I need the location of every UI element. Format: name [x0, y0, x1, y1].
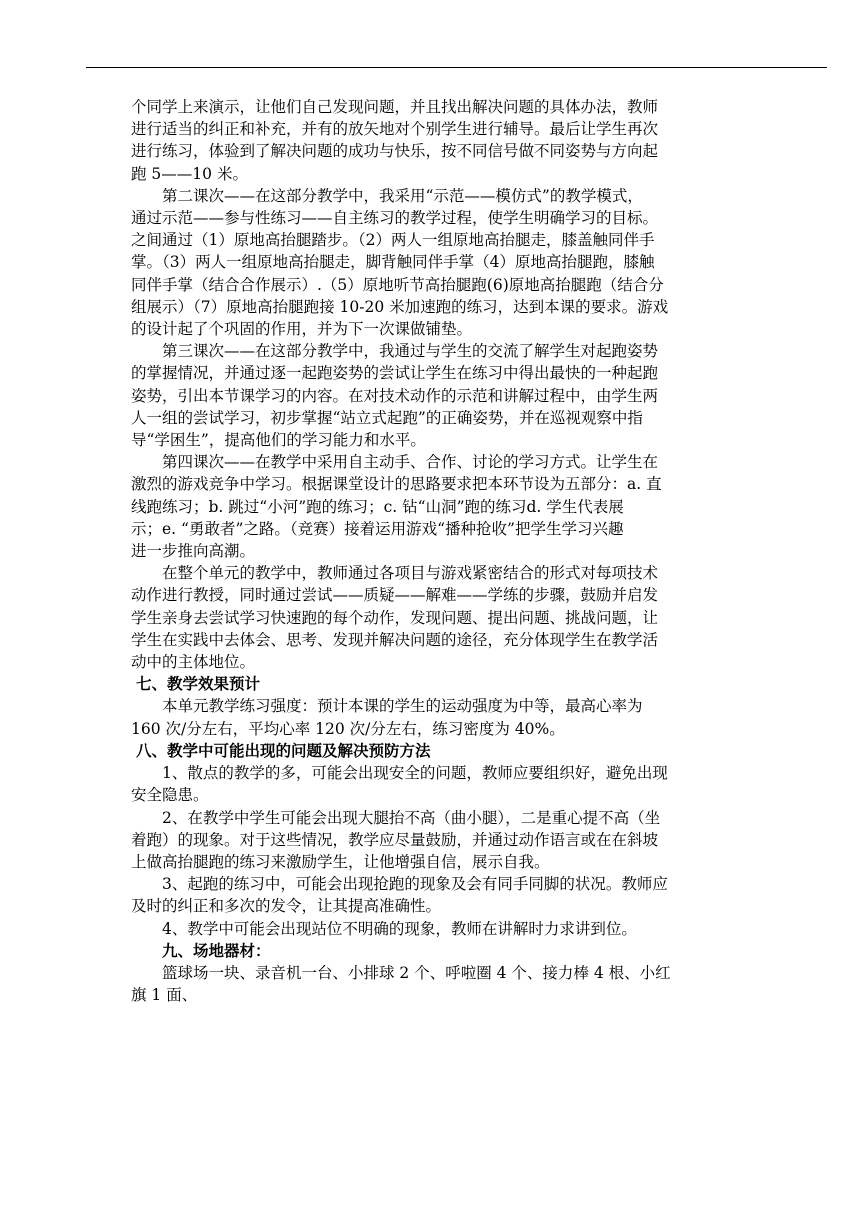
section-heading: 九、场地器材： [162, 941, 271, 960]
text-line: 激烈的游戏竞争中学习。根据课堂设计的思路要求把本环节设为五部分：a. 直 [131, 475, 662, 494]
text-line: 学生在实践中去体会、思考、发现并解决问题的途径，充分体现学生在教学活 [131, 630, 659, 649]
text-line: 着跑）的现象。对于这些情况，教学应尽量鼓励，并通过动作语言或在在斜坡 [131, 830, 659, 849]
text-line: 2、在教学中学生可能会出现大腿抬不高（曲小腿），二是重心提不高（坐 [162, 808, 661, 827]
text-line: 进一步推向高潮。 [131, 542, 256, 561]
text-line: 通过示范——参与性练习——自主练习的教学过程，使学生明确学习的目标。 [131, 209, 659, 228]
section-heading: 八、教学中可能出现的问题及解决预防方法 [136, 741, 431, 760]
text-line: 4、教学中可能会出现站位不明确的现象，教师在讲解时力求讲到位。 [162, 919, 637, 938]
text-line: 个同学上来演示，让他们自己发现问题，并且找出解决问题的具体办法，教师 [131, 98, 659, 116]
text-line: 1、散点的教学的多，可能会出现安全的问题，教师应要组织好，避免出现 [162, 764, 668, 783]
text-line: 动中的主体地位。 [131, 653, 256, 672]
text-line: 第二课次——在这部分教学中，我采用“示范——模仿式”的教学模式， [162, 186, 643, 205]
text-line: 的掌握情况，并通过逐一起跑姿势的尝试让学生在练习中得出最快的一种起跑 [131, 364, 659, 383]
text-line: 3、起跑的练习中，可能会出现抢跑的现象及会有同手同脚的状况。教师应 [162, 875, 668, 894]
text-line: 姿势，引出本节课学习的内容。在对技术动作的示范和讲解过程中，由学生两 [131, 386, 659, 405]
text-line: 安全隐患。 [131, 786, 209, 805]
text-line: 上做高抬腿跑的练习来激励学生，让他增强自信，展示自我。 [131, 852, 550, 871]
text-line: 组展示）（7）原地高抬腿跑接 10-20 米加速跑的练习，达到本课的要求。游戏 [131, 297, 669, 316]
text-line: 旗 1 面、 [131, 986, 198, 1005]
header-rule [86, 67, 827, 68]
text-line: 进行适当的纠正和补充，并有的放矢地对个别学生进行辅导。最后让学生再次 [131, 120, 659, 139]
document-body [131, 96, 751, 1006]
section-heading: 七、教学效果预计 [136, 675, 261, 694]
text-line: 160 次/分左右，平均心率 120 次/分左右，练习密度为 40%。 [131, 719, 565, 738]
text-line: 之间通过（1）原地高抬腿踏步。（2）两人一组原地高抬腿走，膝盖触同伴手 [131, 231, 655, 250]
text-line: 篮球场一块、录音机一台、小排球 2 个、呼啦圈 4 个、接力棒 4 根、小红 [162, 963, 671, 982]
text-line: 的设计起了个巩固的作用，并为下一次课做铺垫。 [131, 320, 473, 339]
text-line: 动作进行教授，同时通过尝试——质疑——解难——学练的步骤，鼓励并启发 [131, 586, 659, 605]
text-line: 示；e. “勇敢者”之路。（竞赛）接着运用游戏“播种抢收”把学生学习兴趣 [131, 519, 624, 538]
text-line: 在整个单元的教学中，教师通过各项目与游戏紧密结合的形式对每项技术 [162, 564, 659, 583]
text-line: 跑 5——10 米。 [131, 164, 248, 183]
text-line: 学生亲身去尝试学习快速跑的每个动作，发现问题、提出问题、挑战问题，让 [131, 608, 659, 627]
text-line: 人一组的尝试学习，初步掌握“站立式起跑”的正确姿势，并在巡视观察中指 [131, 408, 643, 427]
text-line: 及时的纠正和多次的发令，让其提高准确性。 [131, 897, 442, 916]
text-line: 第三课次——在这部分教学中，我通过与学生的交流了解学生对起跑姿势 [162, 342, 659, 361]
text-line: 同伴手掌（结合合作展示）.（5）原地听节高抬腿跑(6)原地高抬腿跑（结合分 [131, 275, 664, 294]
text-line: 导“学困生”，提高他们的学习能力和水平。 [131, 431, 426, 450]
text-line: 线跑练习；b. 跳过“小河”跑的练习；c. 钻“山洞”跑的练习d. 学生代表展 [131, 497, 624, 516]
text-line: 第四课次——在教学中采用自主动手、合作、讨论的学习方式。让学生在 [162, 453, 659, 472]
text-line: 进行练习，体验到了解决问题的成功与快乐，按不同信号做不同姿势与方向起 [131, 142, 659, 161]
text-line: 掌。（3）两人一组原地高抬腿走，脚背触同伴手掌（4）原地高抬腿跑，膝触 [131, 253, 655, 272]
text-line: 本单元教学练习强度：预计本课的学生的运动强度为中等，最高心率为 [162, 697, 643, 716]
